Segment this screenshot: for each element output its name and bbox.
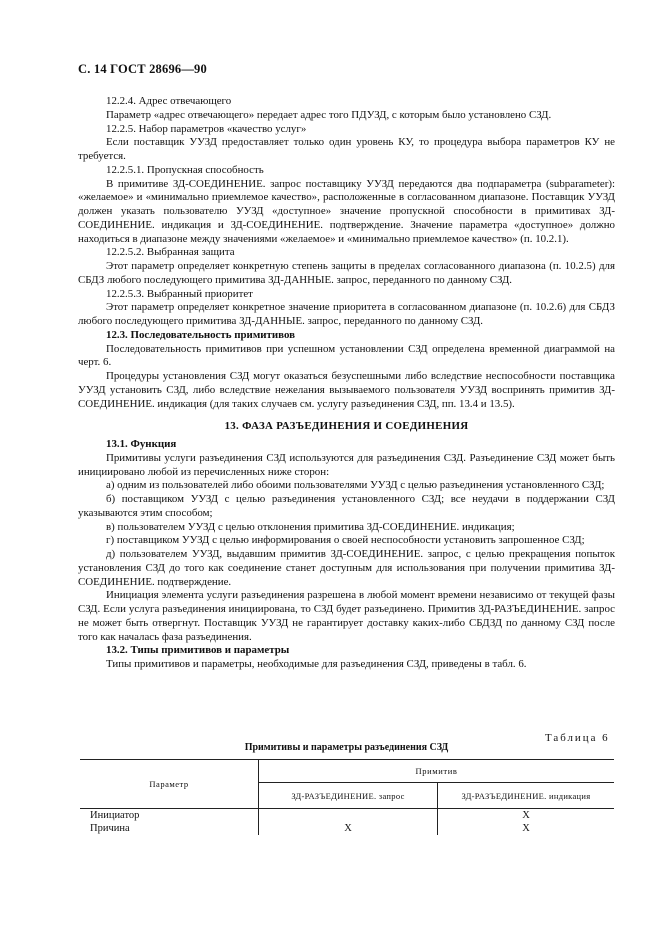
row-indication-mark: X	[522, 823, 530, 834]
primitives-table	[80, 759, 614, 835]
section-heading: 13.2. Типы примитивов и параметры	[106, 644, 290, 657]
column-header-request: ЗД-РАЗЪЕДИНЕНИЕ. запрос	[259, 783, 438, 809]
list-item: а) одним из пользователей либо обоими пользователями УУЗД с целью разъединения установленного СЗД;	[106, 479, 605, 492]
paragraph: Если поставщик УУЗД предоставляет только один уровень КУ, то процедура выбора параметров КУ не требуется.	[78, 136, 615, 162]
paragraph: Процедуры установления СЗД могут оказаться безуспешными либо вследствие неспособности поставщика УУЗД установить СЗД, либо вследствие нежелания вызываемого пользователя УУЗД воспринять примитив ЗД-СОЕДИНЕНИЕ. индикация (для таких случаев см. услугу разъединения СЗД, пп. 13.4 и 13.5).	[78, 370, 615, 410]
column-header-parameter: Параметр	[80, 760, 259, 809]
paragraph: Примитивы услуги разъединения СЗД используются для разъединения СЗД. Разъединение СЗД может быть инициировано любой из перечисленных ниже сторон:	[78, 451, 615, 478]
subsection-heading: 12.2.5.2. Выбранная защита	[106, 246, 235, 259]
subsection-heading: 12.2.4. Адрес отвечающего	[106, 95, 232, 107]
row-parameter: Причина	[80, 822, 259, 835]
table-row	[80, 822, 614, 835]
subsection-heading: 12.2.5. Набор параметров «качество услуг»	[106, 122, 307, 135]
subsection-heading: 12.2.5.3. Выбранный приоритет	[106, 287, 253, 300]
row-request-mark	[259, 809, 438, 823]
paragraph: Типы примитивов и параметры, необходимые для разъединения СЗД, приведены в табл. 6.	[106, 658, 527, 670]
row-parameter: Инициатор	[80, 809, 259, 823]
paragraph: Инициация элемента услуги разъединения разрешена в любой момент времени независимо от текущей фазы СЗД. Если услуга разъединения инициирована, то СЗД будет разъединено. Примитив ЗД-РАЗЪЕДИНЕНИЕ. запрос не может быть отвергнут. Поставщик УУЗД не гарантирует доставку каких-либо СБДЗД по данному СЗД после того как началась фаза разъединения.	[78, 589, 615, 643]
paragraph: Этот параметр определяет конкретную степень защиты в пределах согласованного диапазона (п. 10.2.5) для СБДЗ любого последующего примитива ЗД-ДАННЫЕ. запрос, переданного по данному СЗД.	[78, 260, 615, 286]
paragraph: Этот параметр определяет конкретное значение приоритета в согласованном диапазоне (п. 10.2.6) для СБДЗ любого последующего примитива ЗД-ДАННЫЕ. запрос, переданного по данному СЗД.	[78, 301, 615, 327]
paragraph: Параметр «адрес отвечающего» передает адрес того ПДУЗД, с которым было установлено СЗД.	[106, 108, 552, 121]
row-indication-mark: X	[522, 810, 530, 821]
column-header-primitive: Примитив	[259, 760, 615, 783]
subsection-heading: 12.2.5.1. Пропускная способность	[106, 163, 264, 176]
table-row	[80, 809, 614, 823]
section-heading: 13.1. Функция	[106, 438, 177, 450]
document-body	[78, 95, 615, 672]
paragraph: В примитиве ЗД-СОЕДИНЕНИЕ. запрос поставщику УУЗД передаются два подпараметра (subparameter): «желаемое» и «минимально приемлемое качество», расположенные в согласованном диапазоне. Поставщик УУЗД должен указать пользователю УУЗД «доступное» значение пропускной способности в примитивах ЗД-СОЕДИНЕНИЕ. индикация и ЗД-СОЕДИНЕНИЕ. подтверждение. Значение параметра «доступное» должно находиться в диапазоне между значениями «желаемое» и «минимально приемлемое качество» (п. 10.2.1).	[78, 177, 615, 245]
column-header-indication: ЗД-РАЗЪЕДИНЕНИЕ. индикация	[438, 783, 615, 809]
list-item: г) поставщиком УУЗД с целью информирования о своей неспособности установить запрошенное СЗД;	[106, 534, 585, 547]
list-item: б) поставщиком УУЗД с целью разъединения установленного СЗД; все неудачи в поддержании СЗД указываются этим способом;	[78, 493, 615, 519]
table-title: Примитивы и параметры разъединения СЗД	[244, 742, 449, 753]
list-item: д) пользователем УУЗД, выдавшим примитив ЗД-СОЕДИНЕНИЕ. запрос, с целью прекращения попыток установления СЗД до того как соединение станет доступным для использования при получении примитива ЗД-СОЕДИНЕНИЕ. подтверждение.	[78, 548, 615, 588]
list-item: в) пользователем УУЗД с целью отклонения примитива ЗД-СОЕДИНЕНИЕ. индикация;	[106, 520, 515, 533]
row-request-mark: X	[259, 822, 438, 835]
paragraph: Последовательность примитивов при успешном установлении СЗД определена временной диаграммой на черт. 6.	[78, 342, 615, 369]
section-heading: 12.3. Последовательность примитивов	[106, 328, 296, 341]
table-label: Таблица 6	[545, 732, 610, 744]
page-header: С. 14 ГОСТ 28696—90	[78, 62, 207, 76]
chapter-title: 13. ФАЗА РАЗЪЕДИНЕНИЯ И СОЕДИНЕНИЯ	[224, 420, 469, 433]
